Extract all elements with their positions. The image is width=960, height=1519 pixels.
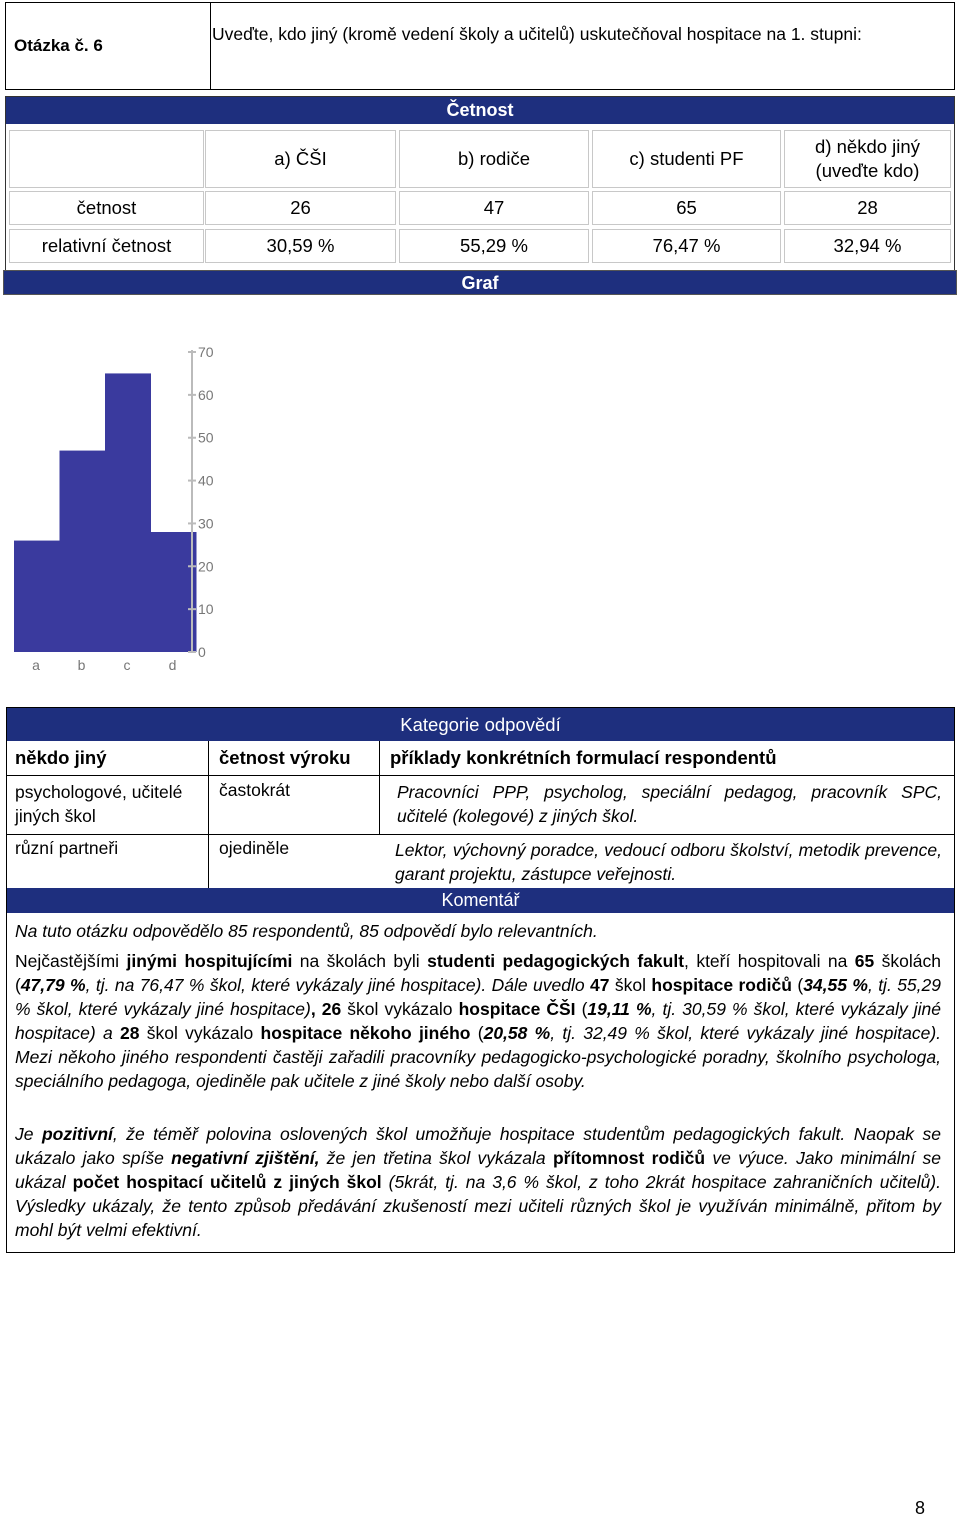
bar-c [105,373,151,652]
category-psychologists: psychologové, učitelé jiných škol [15,782,183,826]
relative-frequency-a: 30,59 % [205,229,396,263]
comment-text-run: 65 [854,951,875,971]
y-tick-label: 40 [198,472,214,489]
comment-text-run: na školách byli [292,951,428,971]
comment-text-run: 47 [590,975,610,995]
comment-text-run: hospitace někoho jiného [260,1023,471,1043]
bar-group [14,373,197,652]
row-divider [7,775,954,776]
comment-text-run: počet hospitací učitelů z jiných škol [72,1172,382,1192]
row-label-relative-frequency: relativní četnost [9,229,204,263]
comment-text-run: ( [575,999,588,1019]
y-tick-label: 10 [198,601,214,618]
comment-text-run: , kteří hospitovali na [684,951,855,971]
frequency-value-d: 28 [784,191,951,225]
graph-title: Graf [3,270,957,295]
comment-text-run: přítomnost rodičů [552,1148,706,1168]
comment-title: Komentář [7,888,954,913]
x-tick-label: b [77,657,86,673]
column-divider [208,741,209,888]
y-tick-label: 70 [198,344,214,360]
bar-d [151,532,197,652]
question-text: Uveďte, kdo jiný (kromě vedení školy a učitelů) uskutečňoval hospitace na 1. stupni: [212,24,862,44]
column-header-a: a) ČŠI [205,130,396,188]
x-tick-label: d [168,657,177,673]
comment-text-run: (5krát, tj. na 3,6 % škol, z toho 2krát hospitace zahraničních učitelů). Výsledky ukázaly, že tento způsob předávání zkušeností mezi učiteli různých škol je využíván minimálně, přitom by mohl být velmi efektivní. [15,1172,941,1240]
comment-text-run: 47,79 % [20,975,86,995]
x-tick-label: a [32,657,40,673]
header-examples: příklady konkrétních formulací respondentů [390,747,777,768]
comment-text-run: studenti pedagogických fakult [427,951,685,971]
x-axis-labels [32,657,176,673]
comment-text-run: , že téměř polovina oslovených škol umožňuje hospitace studentům pedagogických fakult. [112,1124,854,1144]
comment-text-run: , 26 [310,999,342,1019]
category-table [6,707,955,1253]
comment-text-run: 28 [120,1023,140,1043]
comment-text-run: hospitace ČŠI [458,999,576,1019]
comment-paragraph-2 [15,949,941,1093]
comment-text-run: škol vykázalo [139,1023,261,1043]
question-label: Otázka č. 6 [6,3,211,89]
comment-text-run: 20,58 % [483,1023,551,1043]
frequency-value-c: 65 [592,191,781,225]
empty-header-cell [9,130,204,188]
comment-text-run: , tj. 30,59 % škol, které vykázaly jiné hospitace) a [15,999,942,1043]
column-header-d: d) někdo jiný (uveďte kdo) [784,130,951,188]
bar-a [14,541,60,652]
x-tick-label: c [123,657,131,673]
frequency-table-title: Četnost [6,97,954,124]
comment-text-run: Nejčastějšími [15,951,127,971]
comment-text-run: škol [609,975,652,995]
comment-paragraph-3 [15,1122,941,1242]
row-divider [7,834,954,835]
comment-text-run: ve výuce. Jako minimální se ukázal [15,1148,941,1192]
relative-frequency-d: 32,94 % [784,229,951,263]
frequency-value-b: 47 [399,191,589,225]
comment-paragraph-1: Na tuto otázku odpovědělo 85 respondentů, 85 odpovědí bylo relevantních. [15,921,598,941]
comment-text-run: , tj. na 76,47 % škol, které vykázaly jiné hospitace). Dále uvedlo [85,975,590,995]
column-divider [379,741,380,834]
comment-text-run: 34,55 % [803,975,868,995]
column-header-c: c) studenti PF [592,130,781,188]
frequency-table [5,96,955,271]
y-tick-label: 0 [198,644,206,660]
page-number: 8 [915,1498,926,1518]
comment-text-run: ( [791,975,804,995]
comment-text-run: jinými hospitujícími [126,951,293,971]
comment-text-run: ( [470,1023,484,1043]
y-tick-label: 50 [198,429,214,446]
comment-text-run: , tj. 32,49 % škol, které vykázaly jiné hospitace). Mezi někoho jiného respondenti častěji zařadili pracovníky pedagogicko-psychologické poradny, školního psychologa, speciálního pedagoga, ojediněle pak učitele z jiné školy nebo další osoby. [15,1023,942,1091]
header-category: někdo jiný [15,747,107,768]
category-partners: různí partneři [15,838,119,858]
comment-text-run: negativní zjištění, [171,1148,320,1168]
frequency-often: častokrát [219,780,290,800]
comment-text-run: škol vykázalo [341,999,459,1019]
comment-text-run: Naopak se ukázalo jako spíše [15,1124,941,1168]
frequency-rarely: ojediněle [219,838,290,858]
comment-text-run: 19,11 % [587,999,652,1019]
header-frequency: četnost výroku [219,747,351,768]
comment-text-run: hospitace rodičů [651,975,792,995]
comment-text-run: Je [15,1124,42,1144]
category-table-title: Kategorie odpovědí [7,708,954,741]
comment-text-run: , tj. 55,29 % škol, které vykázaly jiné hospitace) [15,975,941,1019]
comment-text-run: pozitivní [41,1124,113,1144]
frequency-value-a: 26 [205,191,396,225]
column-header-b: b) rodiče [399,130,589,188]
bar-chart [0,330,240,680]
y-tick-label: 30 [198,515,214,532]
bar-b [60,451,106,652]
y-tick-label: 60 [198,386,214,403]
y-tick-label: 20 [198,558,214,575]
comment-text-run: že jen třetina škol vykázala [319,1148,553,1168]
examples-psychologists: Pracovníci PPP, psycholog, speciální pedagog, pracovník SPC, učitelé (kolegové) z jiných škol. [397,782,942,826]
examples-partners: Lektor, výchovný poradce, vedoucí odboru školství, metodik prevence, garant projektu, zástupce veřejnosti. [395,840,942,884]
relative-frequency-c: 76,47 % [592,229,781,263]
comment-text-run: školách ( [15,951,941,995]
row-label-frequency: četnost [9,191,204,225]
relative-frequency-b: 55,29 % [399,229,589,263]
